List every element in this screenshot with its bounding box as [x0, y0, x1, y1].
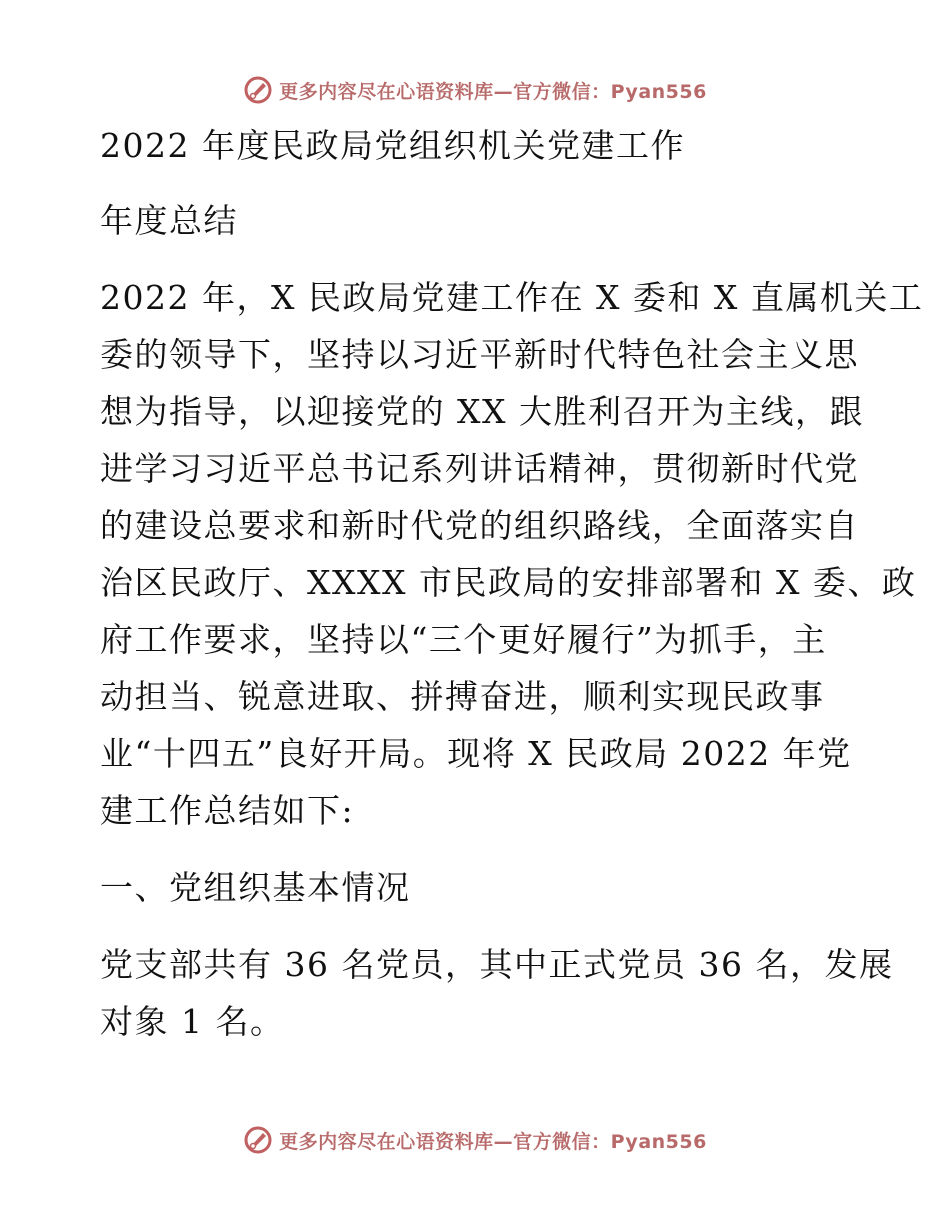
paragraph-line: 建工作总结如下:	[100, 791, 355, 830]
footer-watermark	[0, 1120, 950, 1160]
paragraph-line: 业“十四五”良好开局。现将 X 民政局 2022 年党	[100, 734, 852, 773]
logo-icon	[243, 75, 273, 105]
watermark-text: 更多内容尽在心语资料库—官方微信：Pyan556	[279, 1130, 707, 1153]
paragraph-line: 想为指导，以迎接党的 XX 大胜利召开为主线，跟	[100, 392, 864, 431]
section-heading: 一、党组织基本情况	[100, 868, 411, 907]
watermark-text: 更多内容尽在心语资料库—官方微信：Pyan556	[279, 80, 707, 103]
paragraph-line: 委的领导下，坚持以习近平新时代特色社会主义思	[100, 335, 859, 374]
document-title-line: 年度总结	[100, 201, 238, 240]
paragraph-line: 2022 年，X 民政局党建工作在 X 委和 X 直属机关工	[100, 278, 924, 317]
paragraph-line: 进学习习近平总书记系列讲话精神，贯彻新时代党	[100, 449, 859, 488]
paragraph-line: 府工作要求，坚持以“三个更好履行”为抓手，主	[100, 620, 827, 659]
paragraph-line: 动担当、锐意进取、拼搏奋进，顺利实现民政事	[100, 677, 825, 716]
header-watermark	[0, 70, 950, 110]
document-title-line: 2022 年度民政局党组织机关党建工作	[100, 126, 685, 165]
paragraph-line: 治区民政厅、XXXX 市民政局的安排部署和 X 委、政	[100, 563, 917, 602]
paragraph-line: 对象 1 名。	[100, 1002, 285, 1041]
paragraph-line: 党支部共有 36 名党员，其中正式党员 36 名，发展	[100, 945, 894, 984]
logo-icon	[243, 1125, 273, 1155]
paragraph-line: 的建设总要求和新时代党的组织路线，全面落实自	[100, 506, 859, 545]
